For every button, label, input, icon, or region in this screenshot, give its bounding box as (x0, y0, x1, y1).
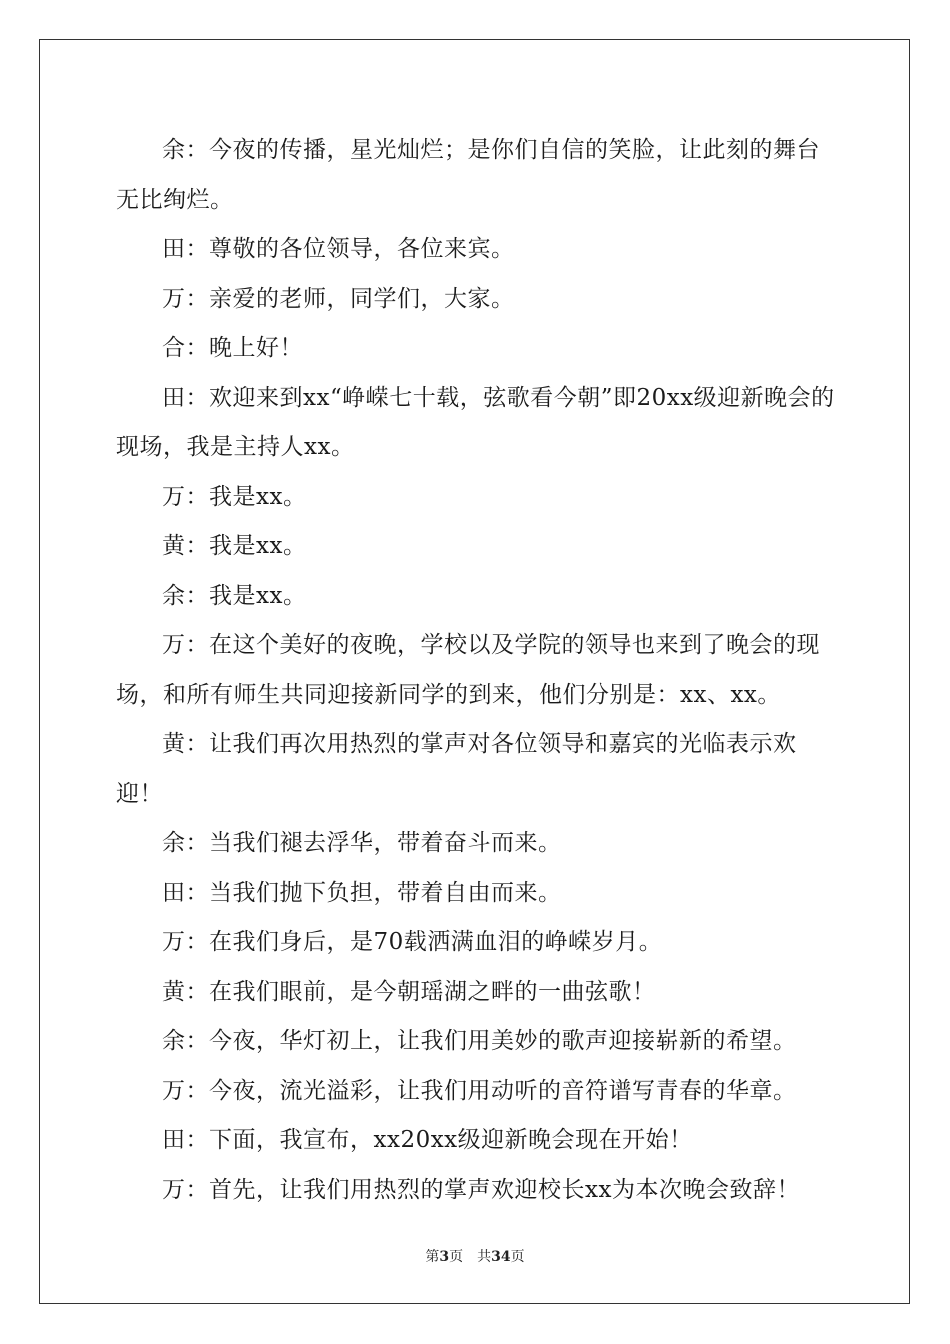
document-body (116, 126, 836, 1215)
page-number-prefix: 第 (425, 1249, 440, 1265)
paragraph: 田：尊敬的各位领导，各位来宾。 (162, 236, 515, 262)
paragraph: 万：在我们身后，是70载洒满血泪的峥嵘岁月。 (162, 929, 663, 955)
paragraph: 合：晚上好！ (162, 335, 303, 361)
paragraph: 黄：让我们再次用热烈的掌声对各位领导和嘉宾的光临表示欢迎！ (116, 731, 797, 807)
paragraph: 万：亲爱的老师，同学们，大家。 (162, 285, 515, 312)
total-pages: 34 (491, 1249, 511, 1265)
paragraph: 余：当我们褪去浮华，带着奋斗而来。 (162, 830, 562, 856)
paragraph: 万：今夜，流光溢彩，让我们用动听的音符谱写青春的华章。 (162, 1077, 797, 1104)
paragraph: 余：我是xx。 (162, 582, 307, 609)
paragraph: 黄：在我们眼前，是今朝瑶湖之畔的一曲弦歌！ (162, 978, 656, 1005)
paragraph: 余：今夜，华灯初上，让我们用美妙的歌声迎接崭新的希望。 (162, 1028, 797, 1054)
paragraph: 余：今夜的传播，星光灿烂；是你们自信的笑脸，让此刻的舞台无比绚烂。 (116, 137, 820, 213)
total-pages-unit: 页 (510, 1249, 525, 1265)
page-number-unit: 页 (449, 1249, 464, 1265)
page-footer (0, 1246, 950, 1266)
paragraph: 万：在这个美好的夜晚，学校以及学院的领导也来到了晚会的现场，和所有师生共同迎接新同学的到来，他们分别是：xx、xx。 (116, 632, 820, 708)
paragraph: 万：我是xx。 (162, 483, 307, 510)
paragraph: 田：下面，我宣布，xx20xx级迎新晚会现在开始！ (162, 1127, 693, 1153)
total-pages-prefix: 共 (477, 1249, 492, 1265)
paragraph: 黄：我是xx。 (162, 533, 307, 559)
paragraph: 田：欢迎来到xx“峥嵘七十载，弦歌看今朝”即20xx级迎新晚会的现场，我是主持人xx。 (116, 384, 835, 460)
page-number: 3 (439, 1249, 450, 1265)
paragraph: 田：当我们抛下负担，带着自由而来。 (162, 879, 562, 906)
paragraph: 万：首先，让我们用热烈的掌声欢迎校长xx为本次晚会致辞！ (162, 1176, 800, 1203)
